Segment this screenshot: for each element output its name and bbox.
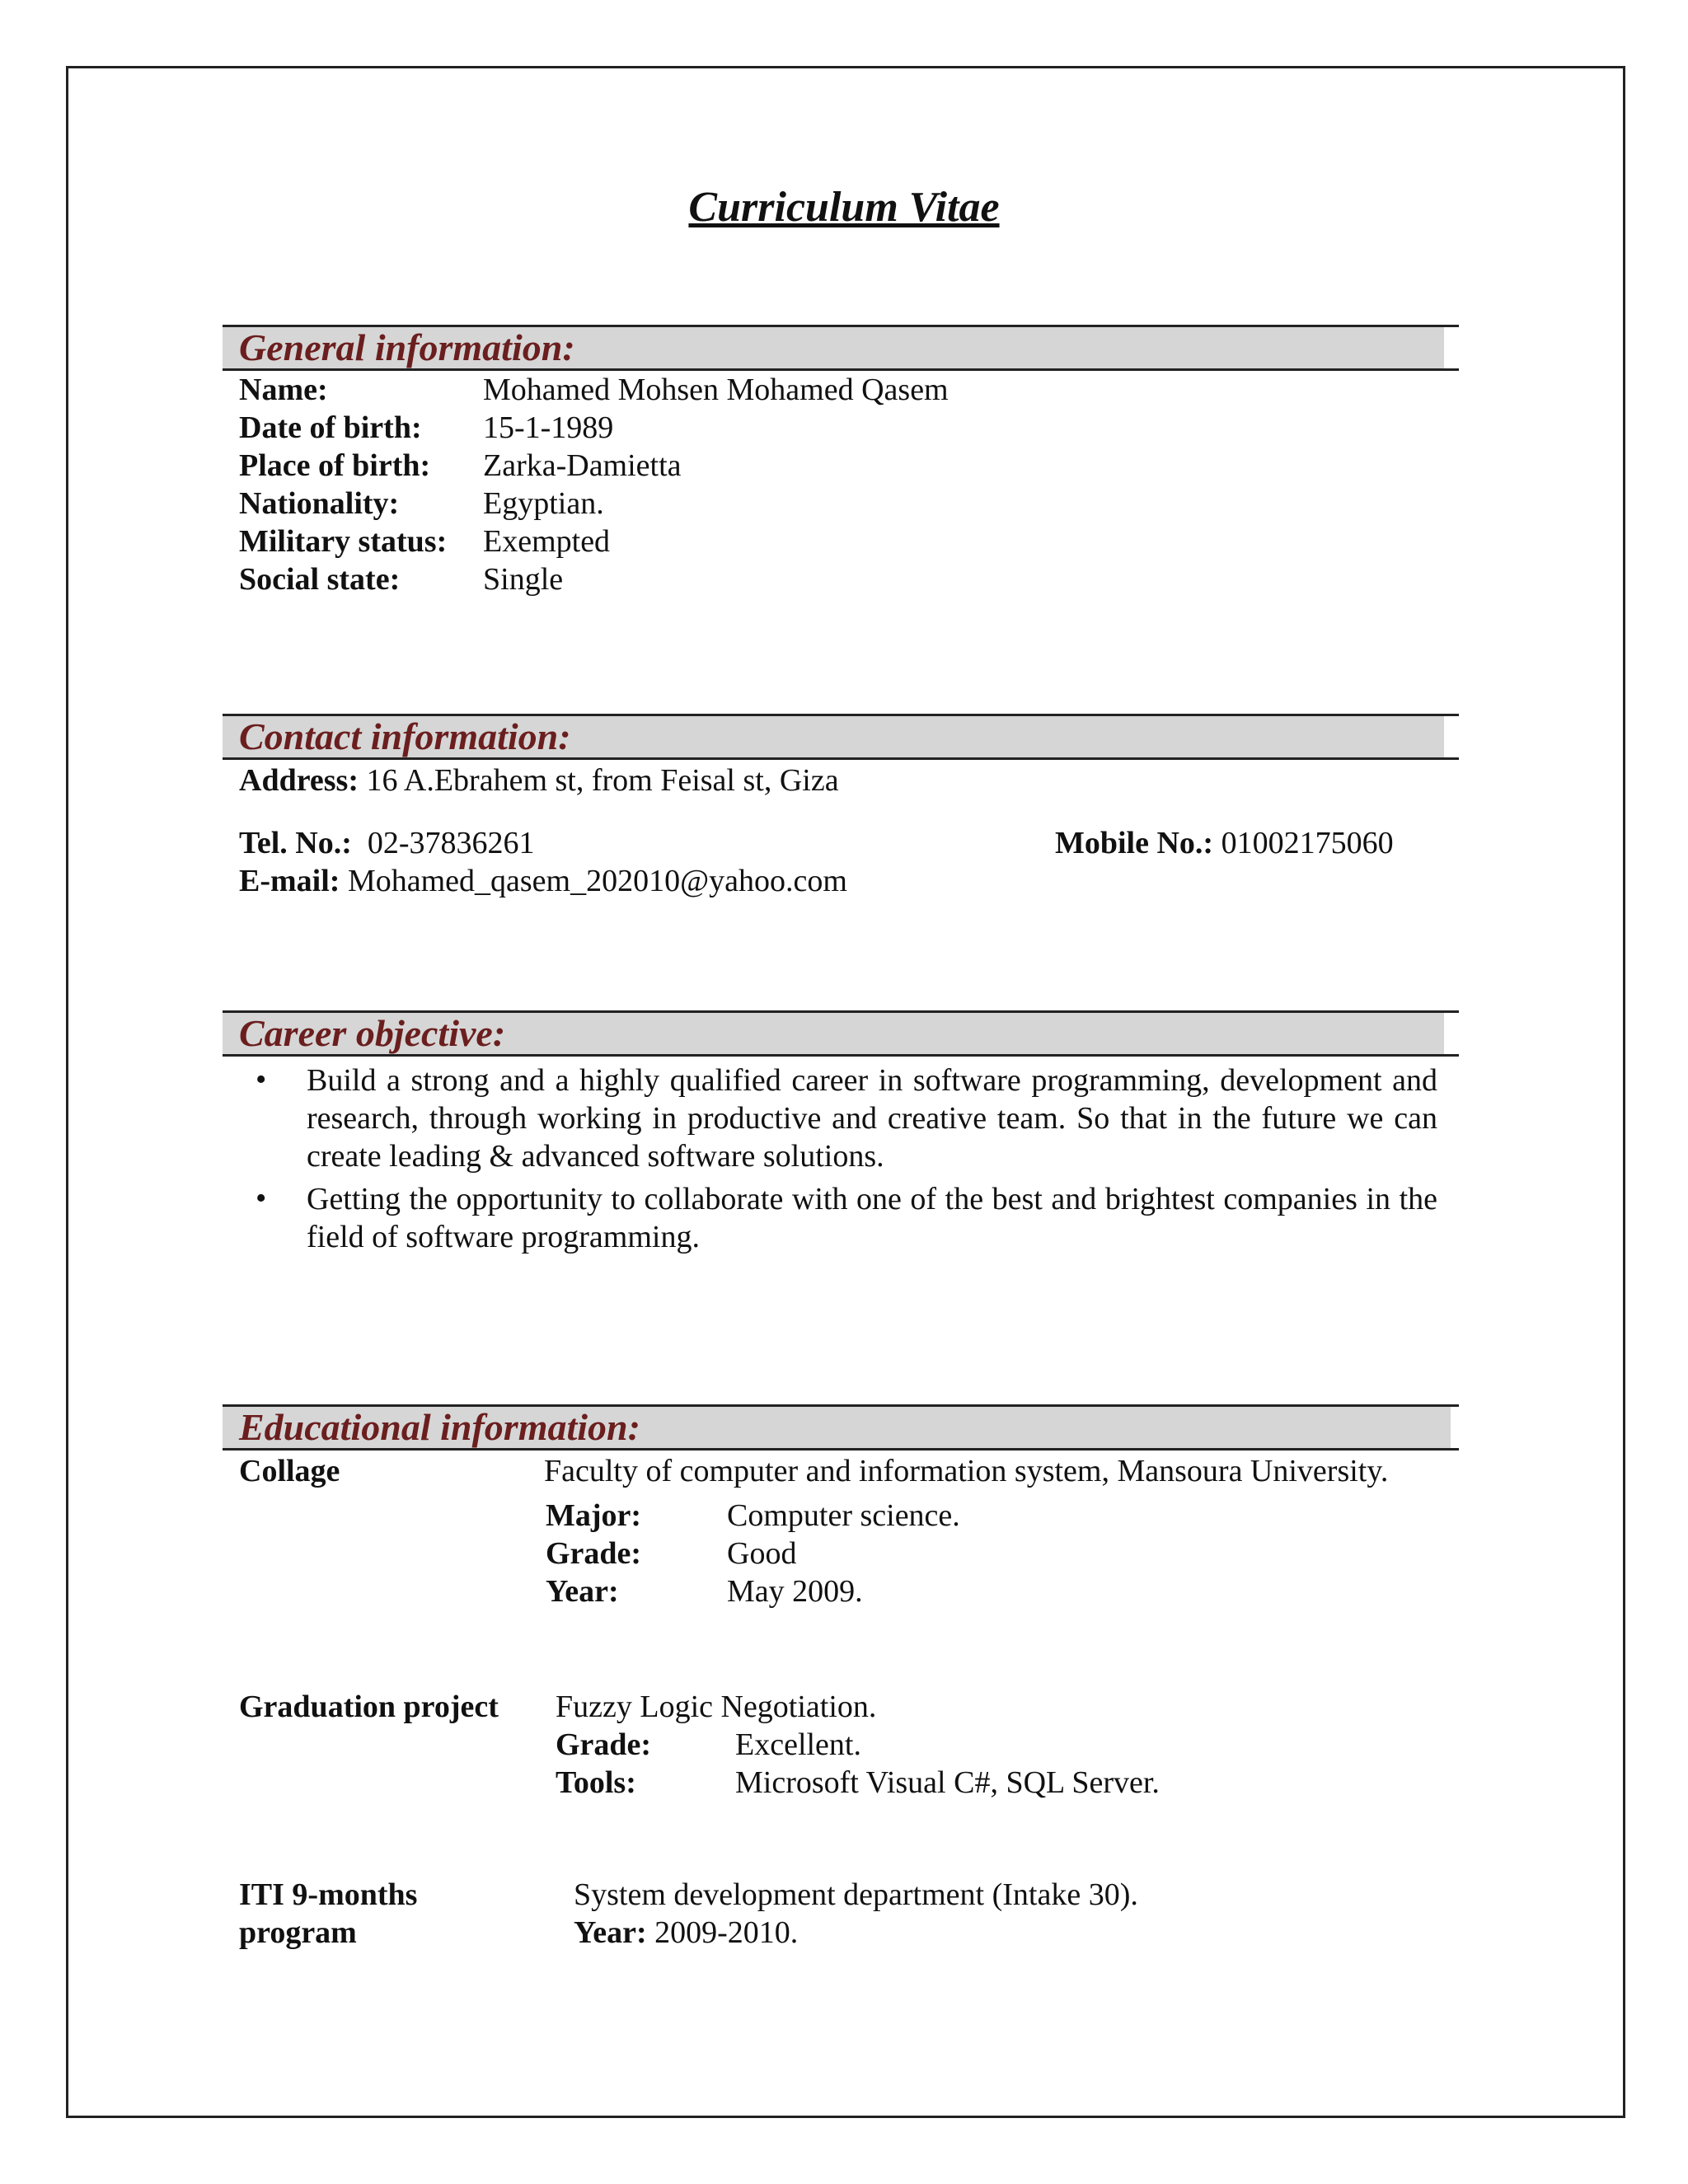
bullet-icon: • [256, 1181, 267, 1216]
education-info-heading: Educational information: [239, 1406, 640, 1448]
college-value: Faculty of computer and information system, Mansoura University. [544, 1454, 1389, 1488]
contact-address: Address: 16 A.Ebrahem st, from Feisal st, Giza [239, 763, 839, 798]
project-tools-value: Microsoft Visual C#, SQL Server. [735, 1765, 1160, 1800]
graduation-project-value: Fuzzy Logic Negotiation. [556, 1690, 877, 1724]
iti-value: System development department (Intake 30). [574, 1877, 1138, 1912]
document-title: Curriculum Vitae [688, 184, 1000, 231]
contact-mobile: Mobile No.: 01002175060 [1055, 826, 1394, 860]
project-grade-label: Grade: [556, 1727, 652, 1762]
field-date-of-birth: Date of birth: 15-1-1989 [239, 410, 614, 445]
project-tools-label: Tools: [556, 1765, 636, 1800]
iti-year: Year: 2009-2010. [574, 1915, 799, 1950]
career-objective-item: Getting the opportunity to collaborate with one of the best and brightest companies in the field of software programming. [307, 1182, 1437, 1254]
career-objective-item: Build a strong and a highly qualified career in software programming, development and research, through working in productive and creative team. So that in the future we can create leading & advanced software solutions. [307, 1063, 1437, 1174]
career-objective-heading: Career objective: [239, 1012, 506, 1054]
contact-tel: Tel. No.: 02-37836261 [239, 826, 535, 860]
bullet-icon: • [256, 1062, 267, 1097]
general-info-heading: General information: [239, 326, 575, 368]
field-social-state: Social state: Single [239, 562, 564, 597]
education-info-header [223, 1404, 1459, 1451]
college-year-value: May 2009. [727, 1574, 863, 1609]
college-label: Collage [239, 1454, 340, 1488]
career-objective-header [223, 1010, 1459, 1057]
field-name: Name: Mohamed Mohsen Mohamed Qasem [239, 373, 949, 407]
college-year-label: Year: [546, 1574, 619, 1609]
email-link[interactable]: Mohamed_qasem_202010@yahoo.com [347, 864, 847, 898]
graduation-project-label: Graduation project [239, 1690, 499, 1724]
contact-info-header [223, 714, 1459, 760]
college-grade-value: Good [727, 1536, 797, 1571]
project-grade-value: Excellent. [735, 1727, 861, 1762]
contact-info-heading: Contact information: [239, 715, 571, 757]
major-value: Computer science. [727, 1498, 960, 1533]
field-nationality: Nationality: Egyptian. [239, 486, 604, 521]
iti-label-line2: program [239, 1915, 357, 1950]
major-label: Major: [546, 1498, 642, 1533]
field-military-status: Military status: Exempted [239, 524, 611, 559]
college-grade-label: Grade: [546, 1536, 642, 1571]
general-info-header [223, 325, 1459, 371]
contact-email: E-mail: Mohamed_qasem_202010@yahoo.com [239, 864, 847, 898]
field-place-of-birth: Place of birth: Zarka-Damietta [239, 448, 682, 483]
iti-label-line1: ITI 9-months [239, 1877, 418, 1912]
